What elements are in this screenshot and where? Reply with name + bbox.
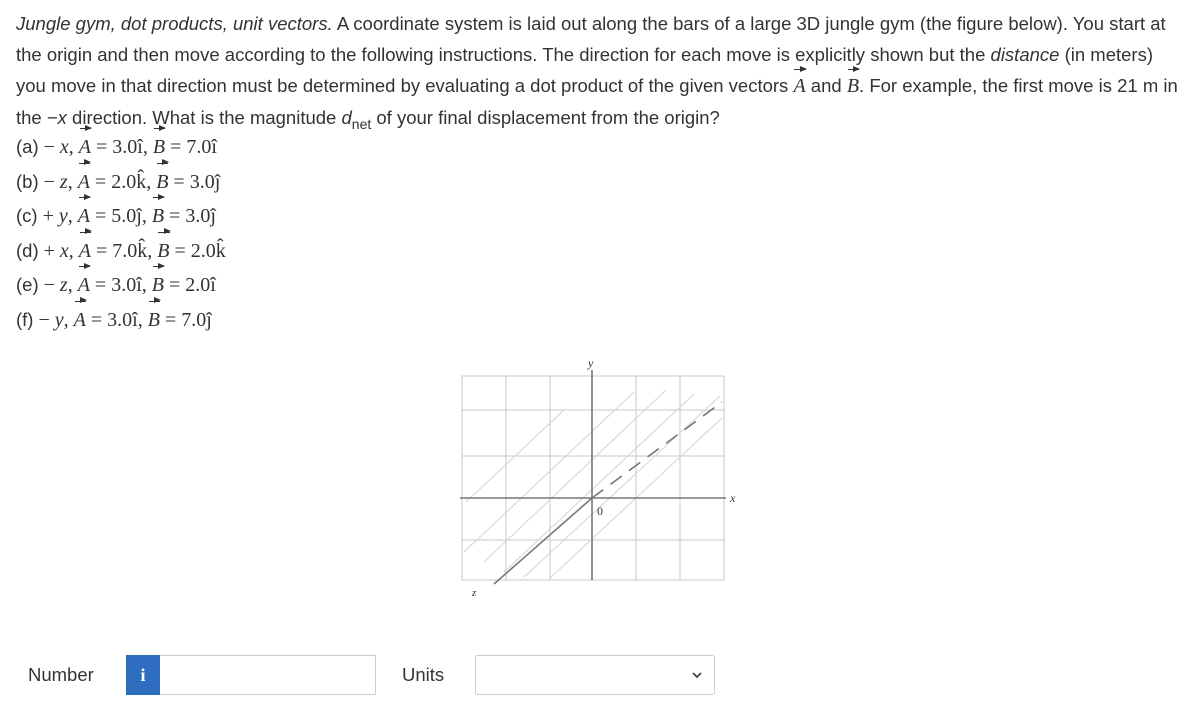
vector-a: A [79, 130, 91, 165]
direction-sign: − [38, 136, 60, 158]
d-variable: d [341, 107, 352, 128]
direction-axis: z [59, 274, 68, 296]
direction-axis: x [59, 239, 69, 262]
part-e: (e) − z, A = 3.0î, B = 2.0î [16, 268, 226, 303]
a-value: 3.0î [111, 274, 142, 296]
vector-b: B [148, 303, 160, 338]
z-axis-negative [592, 402, 722, 498]
number-label: Number [28, 664, 94, 685]
vector-b: B [153, 130, 165, 165]
vector-b: B [157, 234, 169, 269]
vector-a: A [78, 199, 90, 234]
a-value: 7.0k̂ [112, 239, 148, 262]
vector-b: B [152, 268, 164, 303]
parts-list [16, 130, 226, 337]
vector-b: B [152, 199, 164, 234]
part-b: (b) − z, A = 2.0k̂, B = 3.0ĵ [16, 165, 226, 200]
b-value: 3.0ĵ [189, 170, 221, 193]
part-label: (c) [16, 205, 38, 226]
problem-text-2: (in meters) you move in that direction must be determined by evaluating a dot product of the given vectors [16, 44, 1153, 96]
x-variable: x [57, 107, 67, 128]
b-value: 2.0î [185, 274, 216, 296]
part-label: (a) [16, 136, 39, 157]
z-axis-label: z [472, 587, 477, 599]
a-value: 3.0î [107, 308, 138, 331]
direction-axis: z [59, 170, 68, 193]
y-axis-label: y [588, 356, 594, 370]
vector-b: B [156, 165, 168, 200]
a-value: 2.0k̂ [111, 170, 147, 193]
vector-a: A [74, 303, 86, 338]
a-value: 5.0ĵ [111, 205, 142, 227]
and-word: and [805, 75, 847, 96]
grid-back-plane [462, 376, 724, 580]
b-value: 2.0k̂ [190, 239, 226, 262]
direction-axis: x [59, 136, 69, 158]
direction-sign: + [37, 205, 59, 227]
direction-axis: y [54, 308, 64, 331]
b-value: 7.0ĵ [181, 308, 212, 331]
part-label: (d) [16, 239, 39, 261]
jungle-gym-figure [454, 352, 744, 607]
direction-sign: − [38, 170, 60, 193]
grid-diagonals [464, 390, 722, 578]
problem-statement [16, 8, 1184, 140]
vector-b: B [847, 71, 859, 102]
z-axis [494, 498, 592, 584]
part-label: (b) [16, 170, 39, 192]
coordinate-axes [460, 370, 726, 584]
d-subscript: net [351, 116, 372, 132]
vector-a: A [78, 165, 90, 200]
problem-title: Jungle gym, dot products, unit vectors. [16, 13, 333, 34]
direction-sign: − [33, 308, 55, 331]
direction-sign: − [38, 274, 60, 296]
part-label: (f) [16, 308, 34, 330]
problem-text-4: direction. What is the magnitude [66, 107, 342, 128]
b-value: 3.0ĵ [185, 205, 216, 227]
origin-label: 0 [597, 504, 603, 518]
chevron-down-icon [690, 668, 704, 682]
part-label: (e) [16, 274, 39, 295]
answer-row [0, 653, 760, 697]
distance-word: distance [990, 44, 1060, 65]
part-c: (c) + y, A = 5.0ĵ, B = 3.0ĵ [16, 199, 226, 234]
x-axis-label: x [730, 491, 736, 505]
part-d: (d) + x, A = 7.0k̂, B = 2.0k̂ [16, 234, 226, 269]
problem-text-3: . For example, the first move is 21 m in the − [16, 75, 1178, 128]
units-select[interactable] [475, 655, 715, 695]
jungle-gym-diagram [454, 352, 744, 602]
part-a: (a) − x, A = 3.0î, B = 7.0î [16, 130, 226, 165]
part-f: (f) − y, A = 3.0î, B = 7.0ĵ [16, 303, 226, 338]
units-label: Units [402, 664, 445, 685]
vector-a: A [78, 268, 90, 303]
problem-text-1: A coordinate system is laid out along the bars of a large 3D jungle gym (the figure below). You start at the origin and then move according to the following instructions. The direction for each move is explicitly shown but the [16, 13, 1166, 65]
problem-text-5: of your final displacement from the origin? [371, 107, 720, 128]
direction-axis: y [58, 205, 68, 227]
vector-a: A [793, 71, 805, 102]
a-value: 3.0î [112, 136, 143, 158]
info-icon[interactable]: i [126, 655, 160, 695]
number-input[interactable] [160, 655, 376, 695]
b-value: 7.0î [186, 136, 217, 158]
direction-sign: + [38, 239, 60, 262]
vector-a: A [79, 234, 91, 269]
